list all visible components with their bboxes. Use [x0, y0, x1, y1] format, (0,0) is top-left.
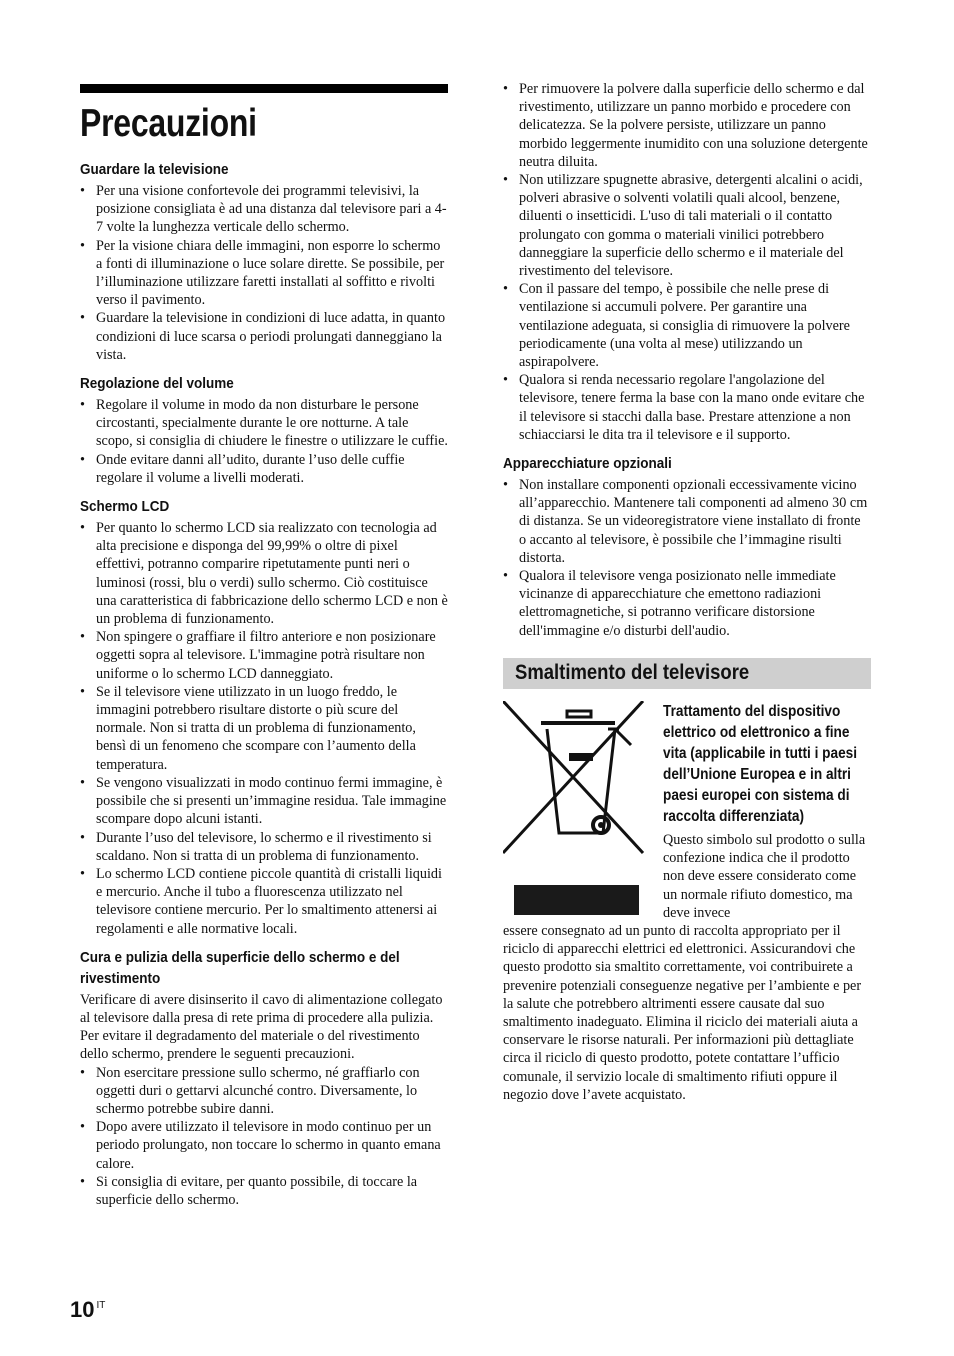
- section-heading-lcd: Schermo LCD: [80, 498, 170, 516]
- right-column: [503, 80, 871, 1104]
- section-heading-volume: Regolazione del volume: [80, 375, 234, 393]
- weee-subheading: Trattamento del dispositivo elettrico od elettronico a fine vita (applicabile in tutti i paesi dell’Unione Europea e in altri paesi europei con sistema di raccolta differenziata): [663, 702, 858, 825]
- optional-equipment-list: [503, 476, 871, 640]
- list-item: • Dopo avere utilizzato il televisore in modo continuo per un periodo prolungato, non toccare lo schermo in quanto emana calore.: [80, 1118, 448, 1173]
- language-code: IT: [96, 1300, 106, 1311]
- list-item: • Onde evitare danni all’udito, durante l’uso delle cuffie regolare il volume a livelli moderati.: [80, 451, 448, 487]
- list-item: • Guardare la televisione in condizioni di luce adatta, in quanto condizioni di luce scarsa o periodi prolungati danneggiano la vista.: [80, 309, 448, 364]
- weee-side-paragraph: Questo simbolo sul prodotto o sulla confezione indica che il prodotto non deve essere considerato come un normale rifiuto domestico, ma deve invece: [663, 831, 866, 921]
- list-item: • Si consiglia di evitare, per quanto possibile, di toccare la superficie dello schermo.: [80, 1173, 448, 1209]
- weee-body-paragraph: essere consegnato ad un punto di raccolta appropriato per il riciclo di apparecchi elettrici ed elettronici. Assicurandovi che questo prodotto sia smaltito correttamente, voi contribuirete a prevenire potenziali conseguenze negative per l’ambiente e per la salute che potrebbero altrimenti essere causate dal suo smaltimento inadeguato. Elimina il riciclo dei materiali aiuta a conservare le risorse naturali. Per informazioni più dettagliate circa il riciclo di questo prodotto, potete contattare l’ufficio comunale, il servizio locale di smaltimento rifiuti oppure il negozio dove l’avete acquistato.: [503, 922, 862, 1103]
- list-item: • Per quanto lo schermo LCD sia realizzato con tecnologia ad alta precisione e disponga del 99,99% o oltre di pixel effettivi, potranno comparire ripetutamente punti neri o luminosi (rossi, blu o verdi) sullo schermo. Ciò costituisce una caratteristica di fabbricazione dello schermo LCD e non è un problema di funzionamento.: [80, 519, 448, 628]
- weee-solid-bar: [514, 885, 639, 915]
- list-item: • Se vengono visualizzati in modo continuo fermi immagine, è possibile che si presenti un’immagine residua. Tale immagine scompare dopo alcuni istanti.: [80, 774, 448, 829]
- disposal-section-banner: [503, 658, 871, 689]
- section-heading-optional-equipment: Apparecchiature opzionali: [503, 455, 672, 473]
- list-item: • Non installare componenti opzionali eccessivamente vicino all’apparecchio. Mantenere tali componenti ad almeno 30 cm di distanza. Se un videoregistratore viene installato di fronte o accanto al televisore, è possibile che l’immagine risulti distorta.: [503, 476, 871, 567]
- cleaning-precautions-paragraph: Per evitare il degradamento del materiale o del rivestimento dello schermo, prendere le seguenti precauzioni.: [80, 1028, 420, 1063]
- crossed-out-wheelie-bin-icon: [503, 701, 649, 861]
- weee-block: [503, 701, 871, 922]
- page-title: Precauzioni: [80, 102, 257, 145]
- cleaning-list-continued: [503, 80, 871, 444]
- list-item: • Durante l’uso del televisore, lo schermo e il rivestimento si scaldano. Non si tratta di un problema di funzionamento.: [80, 829, 448, 865]
- cleaning-list: [80, 1064, 448, 1210]
- left-column: [80, 84, 448, 1209]
- list-item: • Non utilizzare spugnette abrasive, detergenti alcalini o acidi, polveri abrasive o solventi volatili quali alcool, benzene, diluenti o insetticidi. L'uso di tali materiali o il contatto prolungato con gomma o materiali vinilici potrebbero danneggiare la superficie dello schermo e il materiale del rivestimento del televisore.: [503, 171, 871, 280]
- lcd-list: [80, 519, 448, 938]
- volume-list: [80, 396, 448, 487]
- page-number-value: 10: [70, 1297, 95, 1322]
- list-item: • Per una visione confortevole dei programmi televisivi, la posizione consigliata è ad una distanza dal televisore pari a 4-7 volte la lunghezza verticale dello schermo.: [80, 182, 448, 237]
- list-item: • Per la visione chiara delle immagini, non esporre lo schermo a fonti di illuminazione o luce solare dirette. Se possibile, per l’illuminazione utilizzare faretti installati al soffitto e rivolti verso il pavimento.: [80, 237, 448, 310]
- list-item: • Se il televisore viene utilizzato in un luogo freddo, le immagini potrebbero risultare distorte o più scure del normale. Non si tratta di un problema di funzionamento, bensì di un fenomeno che scompare con l’aumento della temperatura.: [80, 683, 448, 774]
- title-rule: [80, 84, 448, 93]
- list-item: • Per rimuovere la polvere dalla superficie dello schermo e dal rivestimento, utilizzare un panno morbido e procedere con delicatezza. Se la polvere persiste, utilizzare un panno morbido leggermente inumidito con una soluzione detergente neutra diluita.: [503, 80, 871, 171]
- cleaning-intro-paragraph: Verificare di avere disinserito il cavo di alimentazione collegato al televisore dalla presa di rete prima di procedere alla pulizia.: [80, 991, 443, 1026]
- list-item: • Regolare il volume in modo da non disturbare le persone circostanti, specialmente durante le ore notturne. A tale scopo, si consiglia di chiudere le finestre o utilizzare le cuffie.: [80, 396, 448, 451]
- list-item: • Qualora si renda necessario regolare l'angolazione del televisore, tenere ferma la base con la mano onde evitare che il televisore si stacchi dalla base. Prestare attenzione a non schiacciarsi le dita tra il televisore e il supporto.: [503, 371, 871, 444]
- page-number: [70, 1297, 105, 1323]
- list-item: • Lo schermo LCD contiene piccole quantità di cristalli liquidi e mercurio. Anche il tubo a fluorescenza utilizzato nel televisore contiene mercurio. Per lo smaltimento attenersi ai regolamenti e alle normative locali.: [80, 865, 448, 938]
- watching-tv-list: [80, 182, 448, 364]
- list-item: • Con il passare del tempo, è possibile che nelle prese di ventilazione si accumuli polvere. Per garantire una ventilazione adeguata, si consiglia di rimuovere la polvere periodicamente (una volta al mese) utilizzando un aspirapolvere.: [503, 280, 871, 371]
- list-item: • Non esercitare pressione sullo schermo, né graffiarlo con oggetti duri o gettarvi alcunché contro. Diversamente, lo schermo potrebbe subire danni.: [80, 1064, 448, 1119]
- list-item: • Qualora il televisore venga posizionato nelle immediate vicinanze di apparecchiature che emettono radiazioni elettromagnetiche, si potranno verificare distorsione dell'immagine e/o disturbi dell'audio.: [503, 567, 871, 640]
- section-heading-cleaning: Cura e pulizia della superficie dello schermo e del rivestimento: [80, 948, 400, 987]
- section-heading-watching-tv: Guardare la televisione: [80, 161, 229, 178]
- list-item: • Non spingere o graffiare il filtro anteriore e non posizionare oggetti sopra al televisore. L'immagine potrà risultare non uniforme o lo schermo LCD danneggiato.: [80, 628, 448, 683]
- disposal-section-title: Smaltimento del televisore: [515, 661, 750, 685]
